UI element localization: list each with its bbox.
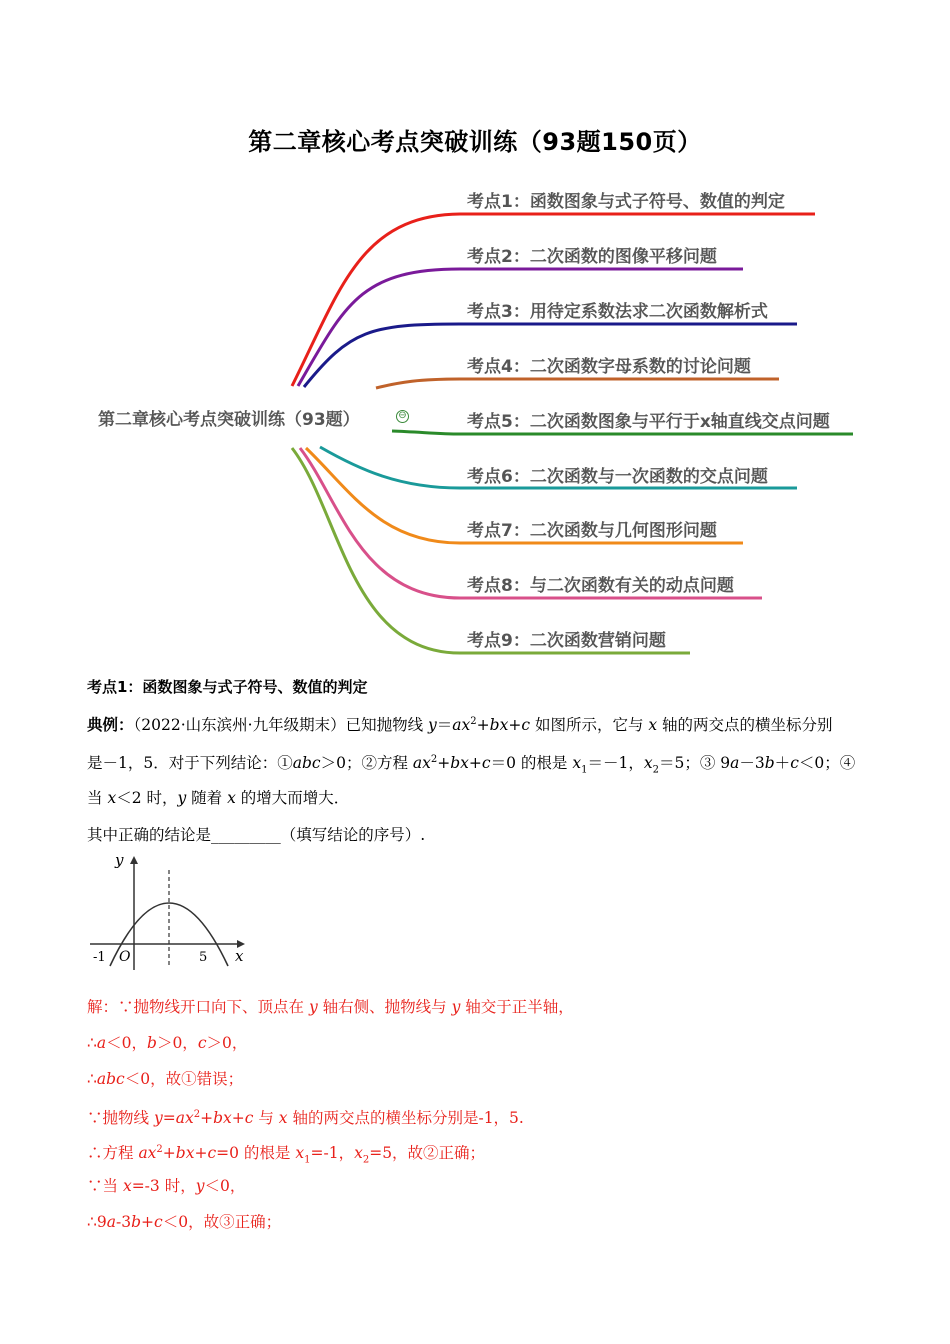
example-label: 典例： [87, 716, 134, 735]
mindmap-branch-7: 考点7：二次函数与几何图形问题 [467, 521, 717, 541]
graph-origin-label: O [119, 949, 131, 965]
mindmap-branch-2: 考点2：二次函数的图像平移问题 [467, 247, 717, 267]
example-line-1: 典例：（2022·山东滨州·九年级期末）已知抛物线 $y=ax^2+bx+c$ 如图所示，它与 x 轴的两交点的横坐标分别 [87, 716, 833, 735]
solution-line-2: ∴a＜0，b＞0，c＞0， [87, 1034, 248, 1052]
example-line-3: 当 x＜2 时，y 随着 x 的增大而增大． [87, 789, 350, 807]
solution-line-5: ∴方程 $ax^2+bx+c=0$ 的根是 $x_1=-1$，$x_2=5$，故②正确； [87, 1144, 486, 1166]
branch-curve-4 [376, 379, 779, 388]
solution-line-1: 解：∵抛物线开口向下、顶点在 y 轴右侧、抛物线与 y 轴交于正半轴， [87, 998, 574, 1016]
section-title: 考点1：函数图象与式子符号、数值的判定 [87, 678, 368, 696]
solution-line-7: ∴9a-3b+c＜0，故③正确； [87, 1213, 282, 1231]
solution-line-3: ∴abc＜0，故①错误； [87, 1070, 244, 1088]
mindmap-branch-6: 考点6：二次函数与一次函数的交点问题 [467, 467, 768, 487]
mindmap-root: 第二章核心考点突破训练（93题） [98, 410, 360, 430]
collapse-icon[interactable]: ⊖ [396, 410, 409, 423]
page-title: 第二章核心考点突破训练（93题150页） [248, 128, 702, 156]
solution-line-4: ∵抛物线 $y=ax^2+bx+c$ 与 x 轴的两交点的横坐标分别是-1，5. [87, 1109, 524, 1128]
parabola-graph [85, 850, 255, 970]
fill-blank: 其中正确的结论是_________（填写结论的序号）. [87, 826, 426, 844]
graph-neg-label: -1 [93, 950, 106, 965]
graph-y-label: y [115, 851, 124, 869]
mindmap-branch-3: 考点3：用待定系数法求二次函数解析式 [467, 302, 768, 322]
mindmap-branch-1: 考点1：函数图象与式子符号、数值的判定 [467, 192, 785, 212]
graph-x-label: x [235, 947, 244, 965]
example-line-2: 是－1，5．对于下列结论：①abc＞0；②方程 $ax^2+bx+c=0$ 的根是 $x_1=-1$，$x_2=5$；③ 9a－3b＋c＜0；④ [87, 754, 856, 776]
mindmap-branch-9: 考点9：二次函数营销问题 [467, 631, 666, 651]
solution-line-6: ∵当 x=-3 时，y＜0， [87, 1177, 246, 1195]
mindmap-branch-8: 考点8：与二次函数有关的动点问题 [467, 576, 734, 596]
example-source: （2022·山东滨州·九年级期末） [133, 716, 346, 735]
mindmap-branch-5: 考点5：二次函数图象与平行于x轴直线交点问题 [467, 412, 830, 432]
graph-pos-label: 5 [199, 950, 208, 965]
mindmap-branch-4: 考点4：二次函数字母系数的讨论问题 [467, 357, 751, 377]
